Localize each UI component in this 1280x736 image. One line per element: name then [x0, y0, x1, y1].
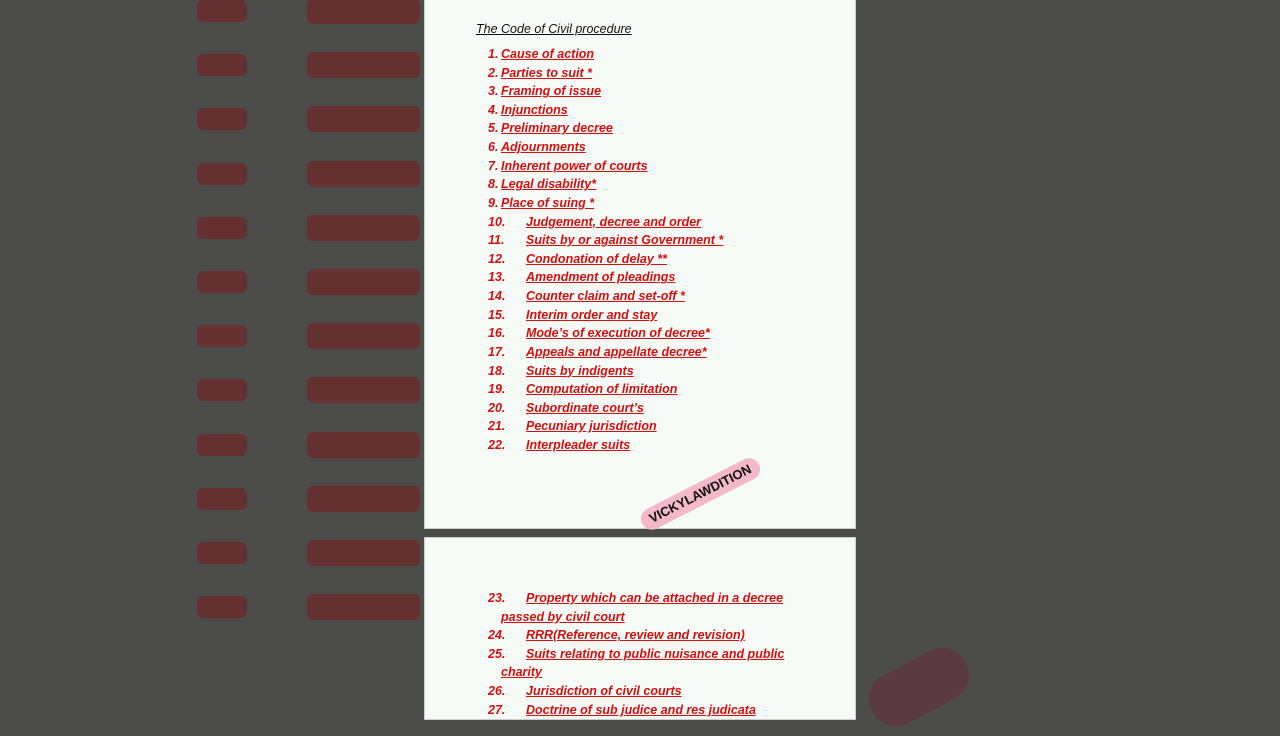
backdrop-text-shape [307, 106, 420, 132]
item-number: 2. [488, 65, 499, 80]
item-link[interactable]: Interpleader suits [526, 438, 631, 453]
item-link[interactable]: Pecuniary jurisdiction [526, 419, 657, 434]
item-number: 8. [488, 177, 499, 192]
item-link[interactable]: Property which can be attached in a decree [526, 591, 784, 605]
item-link-continued[interactable]: passed by civil court [501, 609, 625, 624]
item-link[interactable]: Cause of action [501, 47, 595, 61]
backdrop-row-shape [0, 373, 420, 403]
item-link[interactable]: Judgement, decree and order [526, 214, 702, 229]
backdrop-text-shape [307, 52, 420, 78]
backdrop-text-shape [307, 161, 420, 187]
backdrop-row-shape [0, 482, 420, 512]
item-number: 13. [488, 270, 506, 285]
backdrop-number-shape [197, 488, 247, 510]
backdrop-text-shape [307, 215, 420, 241]
item-number: 15. [488, 307, 506, 322]
backdrop-text-shape [307, 486, 420, 512]
page-title: The Code of Civil procedure [476, 22, 632, 36]
item-number: 14. [488, 289, 506, 304]
item-link[interactable]: Doctrine of sub judice and res judicata [526, 702, 756, 717]
backdrop-number-shape [197, 379, 247, 401]
backdrop-text-shape [307, 540, 420, 566]
backdrop-number-shape [197, 271, 247, 293]
backdrop-number-shape [197, 542, 247, 564]
item-number: 27. [488, 702, 506, 717]
item-link[interactable]: Mode’s of execution of decree* [526, 326, 710, 341]
item-link[interactable]: Inherent power of courts [501, 158, 648, 173]
backdrop-row-shape [0, 48, 420, 78]
backdrop-text-shape [307, 432, 420, 458]
item-link[interactable]: Computation of limitation [526, 382, 678, 397]
backdrop-row-shape [0, 428, 420, 458]
backdrop-number-shape [197, 217, 247, 239]
item-link[interactable]: Framing of issue [501, 84, 602, 99]
item-number: 22. [488, 438, 506, 453]
backdrop-text-shape [307, 377, 420, 403]
backdrop-text-shape [307, 269, 420, 295]
backdrop-row-shape [0, 0, 420, 24]
item-link[interactable]: Condonation of delay ** [526, 251, 667, 266]
item-number: 23. [488, 591, 506, 605]
item-link[interactable]: Suits relating to public nuisance and public [526, 646, 785, 661]
backdrop-number-shape [197, 54, 247, 76]
backdrop-row-shape [0, 536, 420, 566]
item-number: 1. [488, 47, 499, 61]
backdrop-text-shape [307, 594, 420, 620]
item-number: 5. [488, 121, 499, 136]
item-number: 24. [488, 628, 506, 643]
item-number: 9. [488, 195, 499, 210]
item-number: 21. [488, 419, 506, 434]
backdrop-text-shape [307, 323, 420, 349]
item-number: 12. [488, 251, 506, 266]
backdrop-text-shape [307, 0, 420, 24]
backdrop-number-shape [197, 163, 247, 185]
backdrop-row-shape [0, 590, 420, 620]
item-number: 4. [488, 102, 499, 117]
backdrop-number-shape [197, 325, 247, 347]
item-link-continued[interactable]: charity [501, 665, 542, 680]
backdrop-row-shape [0, 265, 420, 295]
item-link[interactable]: Adjournments [501, 140, 586, 155]
item-number: 20. [488, 400, 506, 415]
backdrop-watermark-shape [860, 638, 979, 735]
backdrop-number-shape [197, 108, 247, 130]
item-link[interactable]: Amendment of pleadings [526, 270, 676, 285]
item-number: 3. [488, 84, 499, 99]
backdrop-row-shape [0, 319, 420, 349]
item-link[interactable]: Parties to suit * [501, 65, 592, 80]
watermark-logo: VICKYLAWDITION [637, 455, 763, 534]
item-link[interactable]: Appeals and appellate decree* [526, 344, 707, 359]
item-number: 25. [488, 646, 506, 661]
item-link[interactable]: Place of suing * [501, 195, 595, 210]
item-link[interactable]: Preliminary decree [501, 121, 613, 136]
item-number: 16. [488, 326, 506, 341]
document-page-1 [424, 0, 856, 529]
item-number: 26. [488, 684, 506, 699]
item-link[interactable]: Suits by indigents [526, 363, 634, 378]
item-link[interactable]: Subordinate court’s [526, 400, 644, 415]
item-link[interactable]: Jurisdiction of civil courts [526, 684, 682, 699]
backdrop-row-shape [0, 157, 420, 187]
item-link[interactable]: Suits by or against Government * [526, 233, 724, 248]
backdrop-row-shape [0, 102, 420, 132]
item-number: 7. [488, 158, 499, 173]
item-number: 10. [488, 214, 506, 229]
item-number: 6. [488, 140, 499, 155]
item-number: 17. [488, 344, 506, 359]
item-link[interactable]: RRR(Reference, review and revision) [526, 628, 745, 643]
item-link[interactable]: Interim order and stay [526, 307, 658, 322]
document-page-2 [424, 537, 856, 720]
item-link[interactable]: Legal disability* [501, 177, 597, 192]
item-link[interactable]: Injunctions [501, 102, 568, 117]
backdrop-number-shape [197, 0, 247, 22]
item-link[interactable]: Counter claim and set-off * [526, 289, 685, 304]
item-number: 18. [488, 363, 506, 378]
backdrop-number-shape [197, 596, 247, 618]
backdrop-number-shape [197, 434, 247, 456]
backdrop-row-shape [0, 211, 420, 241]
item-number: 19. [488, 382, 506, 397]
item-number: 11. [488, 233, 505, 248]
